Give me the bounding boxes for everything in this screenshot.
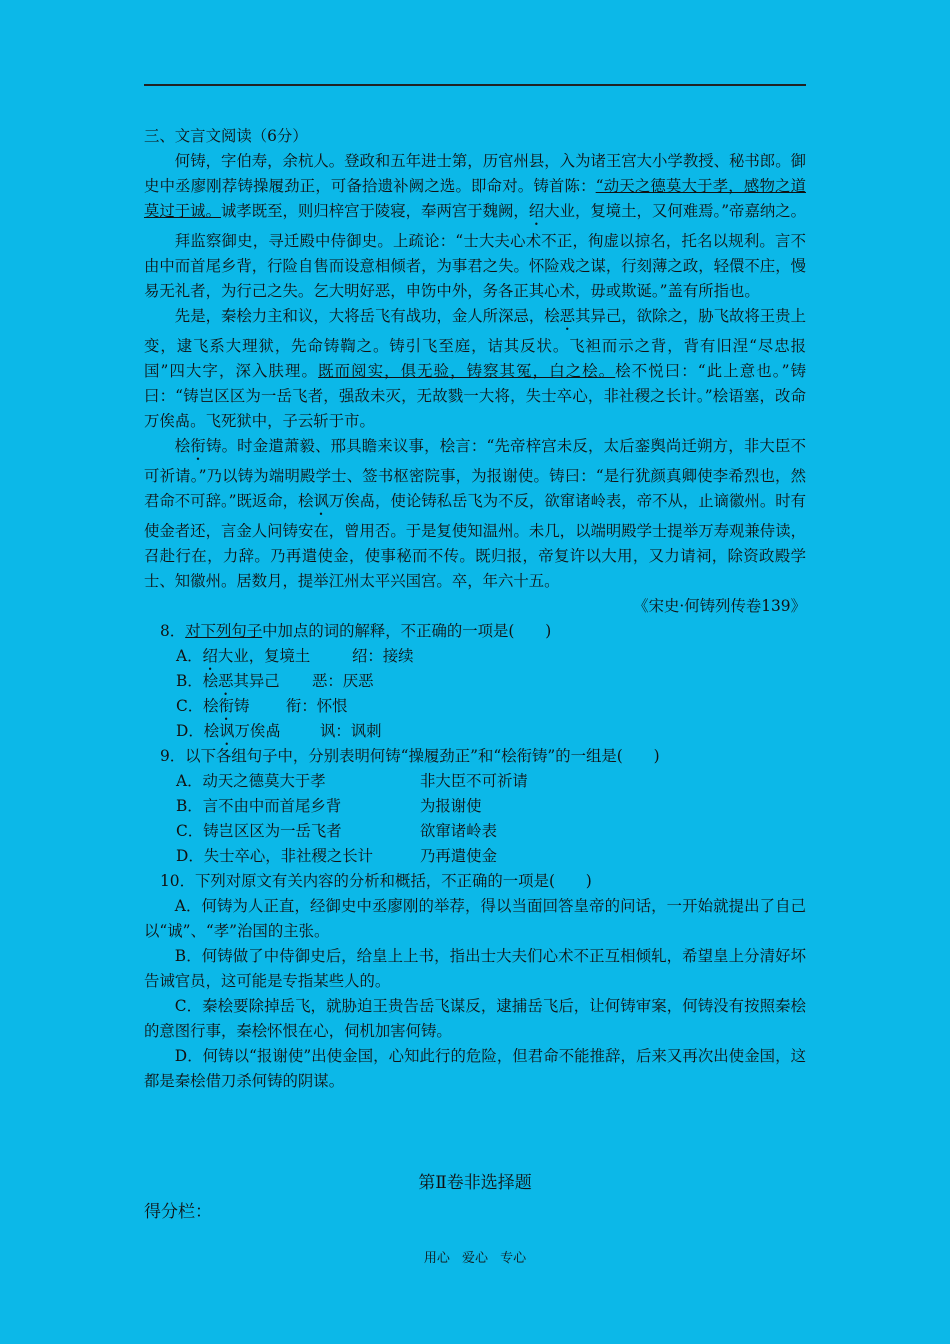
option-explanation: 恶：厌恶: [312, 672, 374, 690]
question-9-stem: 9．以下各组句子中，分别表明何铸“操履劲正”和“桧衔铸”的一组是( ): [160, 747, 660, 765]
question-8-stem: [144, 619, 806, 644]
text: C．桧: [176, 697, 219, 715]
q9-option-c[interactable]: [144, 819, 806, 844]
page-footer: 用心 爱心 专心: [423, 1251, 527, 1266]
text: 桧不悦曰：“此上意也。”铸曰：“铸岂区区为一岳飞者，强敌未灭，无故戮一大将，失士卒心，非社稷之长计。”桧语塞，改命万俟卨。飞死狱中，子云斩于市。: [144, 362, 806, 430]
q9-option-a[interactable]: [144, 769, 806, 794]
text: D．桧: [176, 722, 220, 740]
reading-passage: [144, 124, 806, 1094]
dotted-word: 讽: [313, 492, 329, 510]
underlined-sentence: 既而阅实，俱无验，铸察其冤，白之桧。: [318, 362, 616, 380]
text: 铸。时金遣萧毅、邢具瞻来议事，桧言：“先帝梓宫未反，太后銮舆尚迁朔方，非大臣不可祈请。”乃以铸为端明殿学士、签书枢密院事，为报谢使。铸曰：“是行犹颜真卿使李希烈也，然君命不可辞。”既返命，桧: [144, 437, 806, 510]
q8-option-d[interactable]: [144, 719, 806, 744]
paragraph-3: [144, 304, 806, 434]
paragraph-4: [144, 434, 806, 594]
score-label: 得分栏：: [144, 1202, 212, 1222]
text: 大业，复境土，又何难焉。”帝嘉纳之。: [544, 202, 807, 220]
underlined-sentence: “动天之德莫大于孝，感物之道莫过于诚。: [144, 177, 806, 220]
text: B．言不由中而首尾乡背: [176, 797, 342, 815]
text: 万俟卨: [234, 722, 281, 740]
text: 乃再遣使金: [420, 847, 497, 865]
q10-option-d[interactable]: D．何铸以“报谢使”出使金国，心知此行的危险，但君命不能推辞，后来又再次出使金国，这都是秦桧借刀杀何铸的阴谋。: [144, 1047, 806, 1090]
underlined-text: 对下列句子: [185, 622, 263, 640]
dotted-word: 衔: [218, 697, 234, 715]
dotted-word: 绍: [528, 202, 545, 220]
text: 铸: [233, 697, 250, 715]
q9-option-b[interactable]: [144, 794, 806, 819]
option-explanation: 讽：讽刺: [320, 722, 382, 740]
paragraph-1: [144, 149, 806, 229]
q8-option-c[interactable]: [144, 694, 806, 719]
text: 非大臣不可祈请: [420, 772, 528, 790]
option-explanation: 绍：接续: [352, 647, 414, 665]
dotted-word: 讽: [219, 722, 235, 740]
text: C．铸岂区区为一岳飞者: [176, 822, 342, 840]
text: 为报谢使: [420, 797, 482, 815]
q10-option-b[interactable]: B．何铸做了中侍御史后，给皇上上书，指出士大夫们心术不正互相倾轧，希望皇上分清好坏告诫官员，这可能是专指某些人的。: [144, 947, 806, 990]
text: 中加点的词的解释，不正确的一项是( ): [262, 622, 552, 640]
text: 诚孝既至，则归梓宫于陵寝，奉两宫于魏阙，: [220, 202, 529, 220]
q8-option-a[interactable]: [144, 644, 806, 669]
header-rule: [144, 84, 806, 86]
text: 万俟卨，使论铸私岳飞为不反，欲窜诸岭表，帝不从，止谪徽州。时有使金者还，言金人问铸安在，曾用否。于是复使知温州。未几，以端明殿学士提举万寿观兼侍读，召赴行在，力辞。乃再遣使金，使事秘而不传。既归报，帝复许以大用，又力请祠，除资政殿学士、知徽州。居数月，提举江州太平兴国宫。卒，年六十五。: [144, 492, 806, 590]
paragraph-2: 拜监察御史，寻迁殿中侍御史。上疏论：“士大夫心术不正，徇虚以掠名，托名以规利。言不由中而首尾乡背，行险自售而设意相倾者，为事君之失。怀险戏之谋，行刻薄之政，轻儇不庄，慢易无礼者，为行己之失。乞大明好恶，申饬中外，务各正其心术，毋或欺诞。”盖有所指也。: [144, 232, 806, 300]
source-citation: 《宋史·何铸列传卷139》: [633, 597, 806, 615]
text: 何铸，字伯寿，余杭人。登政和五年进士第，历官州县，入为诸王宫大小学教授、秘书郎。御史中丞廖刚荐铸操履劲正，可备拾遗补阙之选。即命对。铸首陈：: [144, 152, 806, 195]
section-title: 三、文言文阅读（6分）: [144, 127, 308, 145]
q10-option-a[interactable]: A．何铸为人正直，经御史中丞廖刚的举荐，得以当面回答皇帝的问话，一开始就提出了自己以“诚”、“孝”治国的主张。: [144, 897, 806, 940]
text: 其异己: [233, 672, 280, 690]
dotted-word: 绍: [202, 647, 218, 665]
q10-option-c[interactable]: C．秦桧要除掉岳飞，就胁迫王贵告岳飞谋反，逮捕岳飞后，让何铸审案，何铸没有按照秦桧的意图行事，秦桧怀恨在心，伺机加害何铸。: [144, 997, 806, 1040]
text: 其异己，欲除之，胁飞故将王贵上变，逮飞系大理狱，先命铸鞫之。铸引飞至庭，诘其反状。飞袒而示之背，背有旧涅“尽忠报国”四大字，深入肤理。: [144, 307, 806, 380]
q8-option-b[interactable]: [144, 669, 806, 694]
q9-option-d[interactable]: [144, 844, 806, 869]
text: A．: [176, 647, 203, 665]
question-10-stem: 10．下列对原文有关内容的分析和概括，不正确的一项是( ): [160, 872, 592, 890]
text: 先是，秦桧力主和议，大将岳飞有战功，金人所深忌，桧: [174, 307, 560, 325]
dotted-word: 恶: [218, 672, 234, 690]
section-2-title: 第Ⅱ卷非选择题: [418, 1173, 532, 1193]
dotted-word: 恶: [559, 307, 576, 325]
text: 欲窜诸岭表: [420, 822, 497, 840]
dotted-word: 衔: [190, 437, 206, 455]
text: 大业，复境土: [217, 647, 311, 665]
text: 桧: [174, 437, 191, 455]
option-explanation: 衔：怀恨: [286, 697, 348, 715]
text: A．动天之德莫大于孝: [176, 772, 326, 790]
text: 8．: [160, 622, 186, 640]
text: B．桧: [176, 672, 219, 690]
text: D．失士卒心，非社稷之长计: [176, 847, 374, 865]
